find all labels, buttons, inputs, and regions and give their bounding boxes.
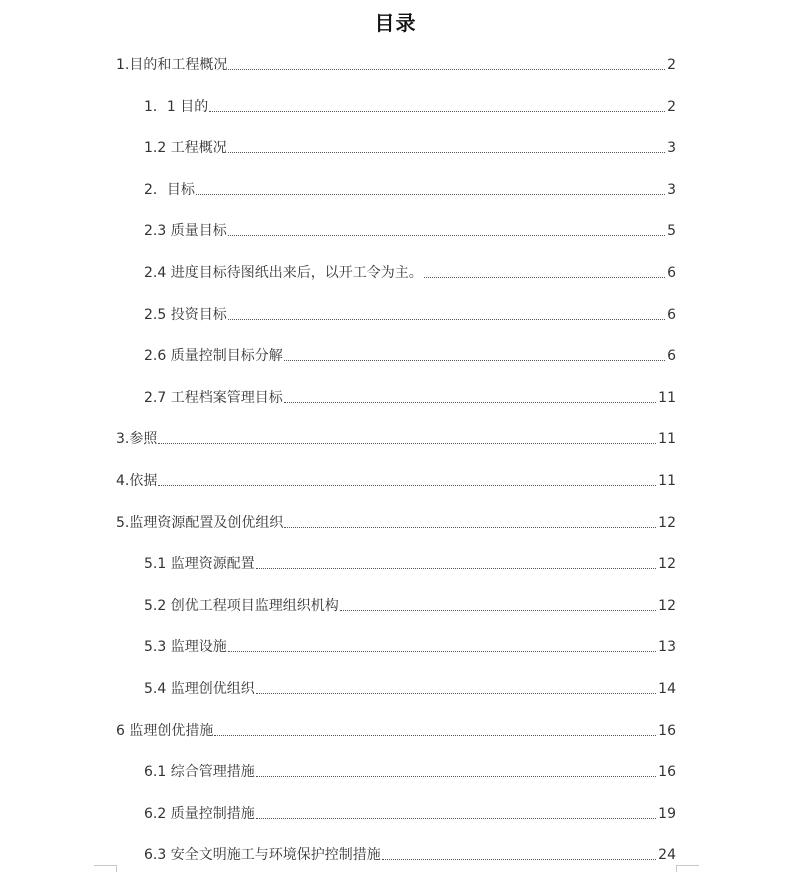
toc-entry[interactable] — [116, 510, 676, 532]
dot-leader — [228, 151, 665, 153]
dot-leader — [256, 567, 656, 569]
toc-entry[interactable] — [144, 218, 676, 240]
toc-entry-text: 5.1 监理资源配置 — [144, 556, 255, 573]
toc-page-number: 6 — [667, 348, 676, 365]
toc-page-number: 3 — [667, 181, 676, 198]
toc-page-number: 19 — [658, 805, 676, 822]
toc-entry[interactable] — [144, 177, 676, 199]
toc-page-number: 11 — [658, 473, 676, 489]
toc-entry-text: 2.7 工程档案管理目标 — [144, 389, 283, 406]
toc-entry-text: 4.依据 — [116, 473, 158, 489]
dot-leader — [284, 526, 656, 528]
toc-page-number: 16 — [658, 764, 676, 781]
dot-leader — [214, 734, 656, 736]
page-corner-mark-left — [94, 865, 117, 872]
toc-entry-text: 3.参照 — [116, 431, 158, 448]
dot-leader — [256, 692, 656, 694]
toc-entry-text: 6 监理创优措施 — [116, 722, 214, 739]
toc-entry[interactable] — [144, 634, 676, 656]
toc-entry-text: 6.2 质量控制措施 — [144, 805, 255, 822]
toc-entry-text: 2.5 投资目标 — [144, 306, 227, 323]
dot-leader — [284, 359, 665, 361]
toc-entry[interactable] — [116, 426, 676, 448]
toc-page-number: 12 — [658, 597, 676, 614]
toc-entry-text: 1．1 目的 — [144, 98, 209, 115]
dot-leader — [228, 234, 665, 236]
toc-page-number: 2 — [667, 98, 676, 115]
toc-entry-text: 2.4 进度目标待图纸出来后，以开工令为主。 — [144, 265, 423, 281]
toc-entry-text: 2．目标 — [144, 181, 195, 198]
toc-entry-text: 1.目的和工程概况 — [116, 57, 228, 73]
toc-page-number: 12 — [658, 514, 676, 531]
toc-entry[interactable] — [144, 551, 676, 573]
toc-page-number: 3 — [667, 140, 676, 157]
toc-title: 目录 — [374, 11, 417, 35]
dot-leader — [256, 817, 656, 819]
dot-leader — [158, 442, 656, 444]
toc-entry-text: 2.3 质量目标 — [144, 223, 227, 240]
toc-page-number: 14 — [658, 681, 676, 697]
dot-leader — [228, 68, 665, 70]
toc-entry-text: 6.1 综合管理措施 — [144, 764, 255, 781]
toc-page-number: 6 — [667, 306, 676, 323]
toc-entry[interactable] — [144, 302, 676, 324]
toc-entry[interactable] — [144, 676, 676, 698]
toc-entry[interactable] — [144, 385, 676, 407]
toc-page-number: 24 — [658, 847, 676, 864]
toc-entry[interactable] — [144, 343, 676, 365]
toc-entry-text: 6.3 安全文明施工与环境保护控制措施 — [144, 847, 381, 864]
toc-entry[interactable] — [144, 593, 676, 615]
toc-entry-text: 5.4 监理创优组织 — [144, 681, 255, 697]
toc-page-number: 13 — [658, 639, 676, 656]
toc-entry[interactable] — [116, 52, 676, 74]
toc-page-number: 16 — [658, 722, 676, 739]
toc-entry[interactable] — [116, 718, 676, 740]
toc-entry-text: 2.6 质量控制目标分解 — [144, 348, 283, 365]
toc-entry-text: 1.2 工程概况 — [144, 140, 227, 157]
dot-leader — [209, 110, 665, 112]
toc-page-number: 6 — [667, 265, 676, 281]
dot-leader — [284, 401, 656, 403]
toc-entry-text: 5.3 监理设施 — [144, 639, 227, 656]
toc-entry[interactable] — [144, 260, 676, 282]
dot-leader — [340, 609, 656, 611]
toc-page-number: 12 — [658, 556, 676, 573]
toc-entry-text: 5.2 创优工程项目监理组织机构 — [144, 597, 339, 614]
toc-page-number: 2 — [667, 57, 676, 73]
dot-leader — [196, 193, 665, 195]
toc-entry[interactable] — [144, 135, 676, 157]
toc-entry[interactable] — [144, 759, 676, 781]
dot-leader — [256, 775, 656, 777]
toc-page-number: 5 — [667, 223, 676, 240]
dot-leader — [228, 318, 665, 320]
toc-entry-text: 5.监理资源配置及创优组织 — [116, 514, 284, 531]
page-corner-mark-right — [676, 865, 699, 872]
dot-leader — [228, 650, 656, 652]
dot-leader — [424, 276, 665, 278]
dot-leader — [158, 484, 656, 486]
toc-entry[interactable] — [144, 94, 676, 116]
dot-leader — [382, 858, 656, 860]
toc-entry[interactable] — [144, 801, 676, 823]
toc-entry[interactable] — [144, 842, 676, 864]
toc-entry[interactable] — [116, 468, 676, 490]
toc-page-number: 11 — [658, 431, 676, 448]
toc-page-number: 11 — [658, 389, 676, 406]
